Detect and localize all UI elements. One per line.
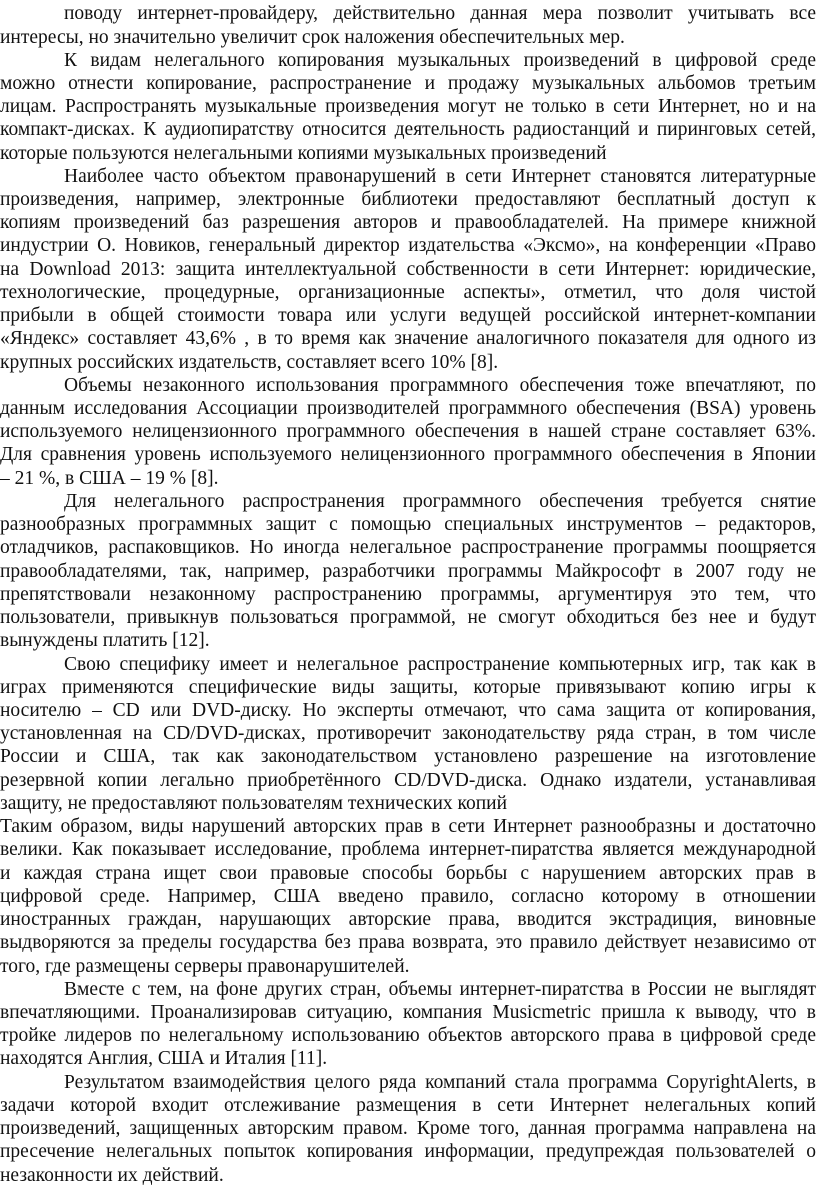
text-line: разнообразных программных защит с помощью специальных инструментов – редакторов, [0, 514, 816, 535]
text-line: лицам. Распространять музыкальные произведения могут не только в сети Интернет, но и на [0, 96, 816, 117]
text-line: вынуждены платить [12]. [0, 630, 210, 651]
text-line: произведения, например, электронные библиотеки предоставляют бесплатный доступ к [0, 189, 816, 210]
text-line: Для нелегального распространения программного обеспечения требуется снятие [64, 491, 816, 512]
text-line: Для сравнения уровень используемого нелицензионного программного обеспечения в Японии [0, 444, 816, 465]
text-line: – 21 %, в США – 19 % [8]. [0, 468, 219, 489]
text-line: резервной копии легально приобретённого CD/DVD-диска. Однако издатели, устанавливая [0, 770, 816, 791]
text-line: тройке лидеров по нелегальному использованию объектов авторского права в цифровой среде [0, 1025, 816, 1046]
text-line: К видам нелегального копирования музыкальных произведений в цифровой среде [64, 50, 816, 71]
text-line: иностранных граждан, нарушающих авторские права, вводится экстрадиция, виновные [0, 909, 816, 930]
text-line: цифровой среде. Например, США введено правило, согласно которому в отношении [0, 886, 816, 907]
text-line: на Download 2013: защита интеллектуальной собственности в сети Интернет: юридические, [0, 259, 816, 280]
text-line: произведений, защищенных авторским правом. Кроме того, данная программа направлена на [0, 1118, 816, 1139]
text-line: индустрии О. Новиков, генеральный директор издательства «Эксмо», на конференции «Право [0, 235, 816, 256]
text-line: Свою специфику имеет и нелегальное распространение компьютерных игр, так как в [64, 654, 816, 675]
text-line: России и США, так как законодательством установлено разрешение на изготовление [0, 746, 816, 767]
text-line: препятствовали незаконному распространению программы, аргументируя это тем, что [0, 584, 816, 605]
text-line: «Яндекс» составляет 43,6% , в то время как значение аналогичного показателя для одного из [0, 328, 816, 349]
text-line: компакт-дисках. К аудиопиратству относится деятельность радиостанций и пиринговых сетей, [0, 119, 816, 140]
text-line: технологические, процедурные, организационные аспекты», отметил, что доля чистой [0, 282, 816, 303]
text-line: и каждая страна ищет свои правовые способы борьбы с нарушением авторских прав в [0, 863, 816, 884]
text-line: используемого нелицензионного программного обеспечения в нашей стране составляет 63%. [0, 421, 816, 442]
text-line: задачи которой входит отслеживание размещения в сети Интернет нелегальных копий [0, 1095, 816, 1116]
text-line: прибыли в общей стоимости товара или услуги ведущей российской интернет-компании [0, 305, 816, 326]
text-line: впечатляющими. Проанализировав ситуацию, компания Musicmetric пришла к выводу, что в [0, 1002, 816, 1023]
text-line: пресечение нелегальных попыток копирования информации, предупреждая пользователей о [0, 1141, 816, 1162]
text-line: которые пользуются нелегальными копиями музыкальных произведений [0, 143, 607, 164]
text-line: интересы, но значительно увеличит срок наложения обеспечительных мер. [0, 27, 625, 48]
text-line: данным исследования Ассоциации производителей программного обеспечения (BSA) уровень [0, 398, 816, 419]
text-line: того, где размещены серверы правонарушителей. [0, 956, 410, 977]
text-line: пользователи, привыкнув пользоваться программой, не смогут обходиться без нее и будут [0, 607, 816, 628]
text-line: Наиболее часто объектом правонарушений в сети Интернет становятся литературные [64, 166, 816, 187]
text-line: защиту, не предоставляют пользователям технических копий [0, 793, 508, 814]
text-line: копиям произведений баз разрешения авторов и правообладателей. На примере книжной [0, 212, 816, 233]
text-line: велики. Как показывает исследование, проблема интернет-пиратства является международной [0, 839, 816, 860]
text-line: установленная на CD/DVD-дисках, противоречит законодательству ряда стран, в том числе [0, 723, 816, 744]
text-line: играх применяются специфические виды защиты, которые привязывают копию игры к [0, 677, 816, 698]
text-line: незаконности их действий. [0, 1165, 224, 1186]
text-line: Вместе с тем, на фоне других стран, объемы интернет-пиратства в России не выглядят [64, 979, 816, 1000]
text-line: Таким образом, виды нарушений авторских прав в сети Интернет разнообразны и достаточно [0, 816, 816, 837]
text-line: находятся Англия, США и Италия [11]. [0, 1048, 328, 1069]
text-line: правообладателями, так, например, разработчики программы Майкрософт в 2007 году не [0, 561, 816, 582]
text-line: Результатом взаимодействия целого ряда компаний стала программа CopyrightAlerts, в [64, 1072, 816, 1093]
text-line: крупных российских издательств, составляет всего 10% [8]. [0, 352, 499, 373]
text-line: Объемы незаконного использования программного обеспечения тоже впечатляют, по [64, 375, 816, 396]
text-line: носителю – CD или DVD-диску. Но эксперты отмечают, что сама защита от копирования, [0, 700, 816, 721]
text-line: можно отнести копирование, распространение и продажу музыкальных альбомов третьим [0, 73, 816, 94]
text-line: отладчиков, распаковщиков. Но иногда нелегальное распространение программы поощряется [0, 537, 816, 558]
text-line: выдворяются за пределы государства без права возврата, это правило действует независимо от [0, 932, 816, 953]
text-line: поводу интернет-провайдеру, действительно данная мера позволит учитывать все [64, 3, 816, 24]
